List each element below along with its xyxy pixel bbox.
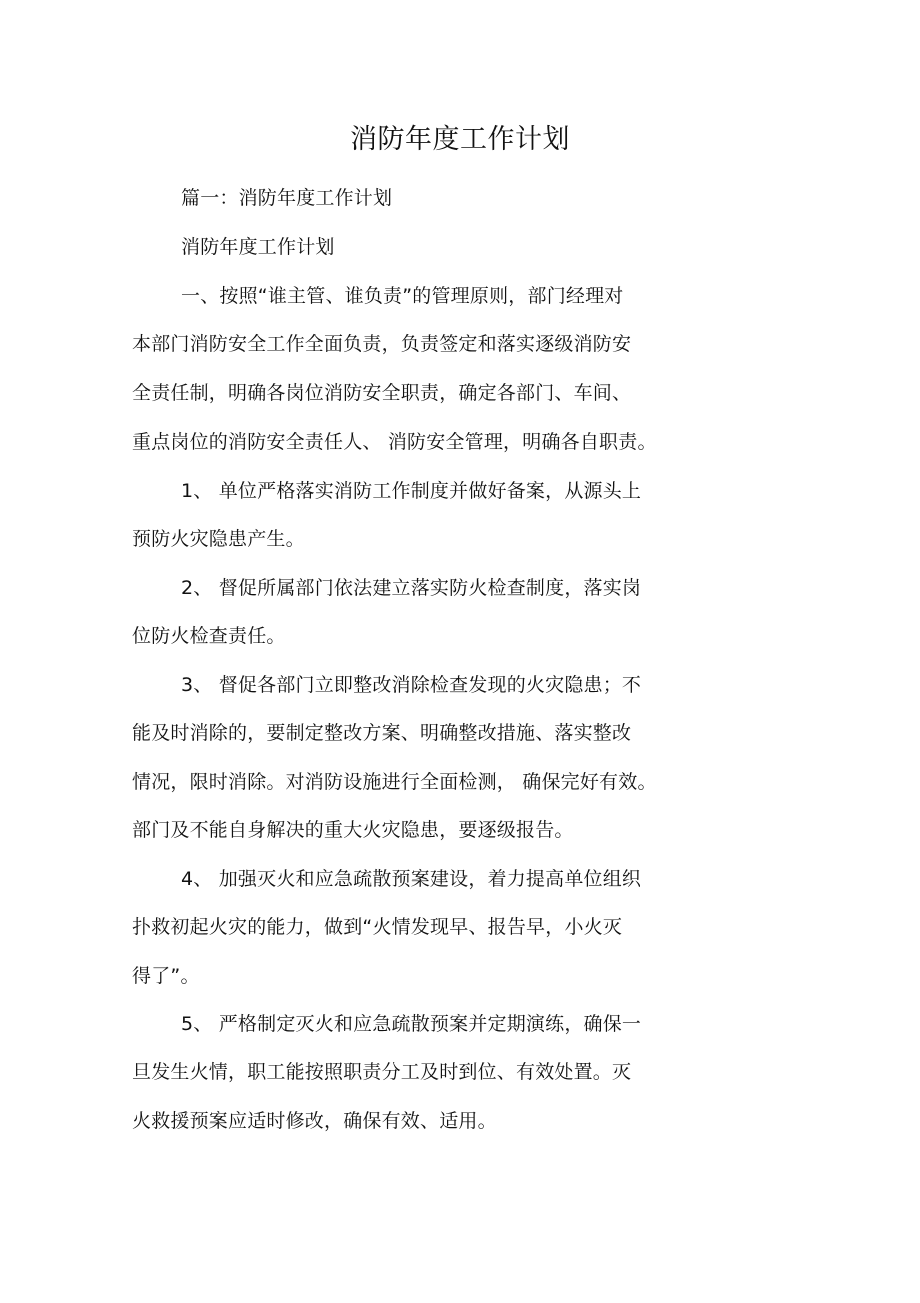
paragraph-6-line-1: 5、 严格制定灭火和应急疏散预案并定期演练，确保一 [181,1013,642,1035]
paragraph-3-line-2: 位防火检查责任。 [132,625,286,647]
paragraph-4-line-1: 3、 督促各部门立即整改消除检查发现的火灾隐患；不 [181,674,642,696]
section-heading: 消防年度工作计划 [181,236,335,258]
paragraph-1-line-3: 全责任制，明确各岗位消防安全职责，确定各部门、车间、 [132,382,632,404]
paragraph-5-line-1: 4、 加强灭火和应急疏散预案建设，着力提高单位组织 [181,868,642,890]
paragraph-1-line-2: 本部门消防安全工作全面负责，负责签定和落实逐级消防安 [132,333,632,355]
paragraph-2-line-1: 1、 单位严格落实消防工作制度并做好备案，从源头上 [181,480,642,502]
document-title: 消防年度工作计划 [350,124,570,155]
paragraph-6-line-2: 旦发生火情，职工能按照职责分工及时到位、有效处置。灭 [132,1061,632,1083]
paragraph-2-line-2: 预防火灾隐患产生。 [132,528,305,550]
paragraph-5-line-3: 得了”。 [132,965,200,987]
paragraph-3-line-1: 2、 督促所属部门依法建立落实防火检查制度，落实岗 [181,577,642,599]
paragraph-1-line-4: 重点岗位的消防安全责任人、 消防安全管理，明确各自职责。 [132,431,657,453]
paragraph-4-line-2: 能及时消除的，要制定整改方案、明确整改措施、落实整改 [132,722,632,744]
paragraph-6-line-3: 火救援预案应适时修改，确保有效、适用。 [132,1110,497,1132]
paragraph-5-line-2: 扑救初起火灾的能力，做到“火情发现早、报告早，小火灭 [132,916,623,938]
paragraph-1-line-1: 一、按照“谁主管、谁负责”的管理原则，部门经理对 [181,285,624,307]
section-subtitle: 篇一：消防年度工作计划 [181,187,393,209]
paragraph-4-line-3: 情况，限时消除。对消防设施进行全面检测， 确保完好有效。 [132,771,657,793]
paragraph-4-line-4: 部门及不能自身解决的重大火灾隐患，要逐级报告。 [132,819,574,841]
